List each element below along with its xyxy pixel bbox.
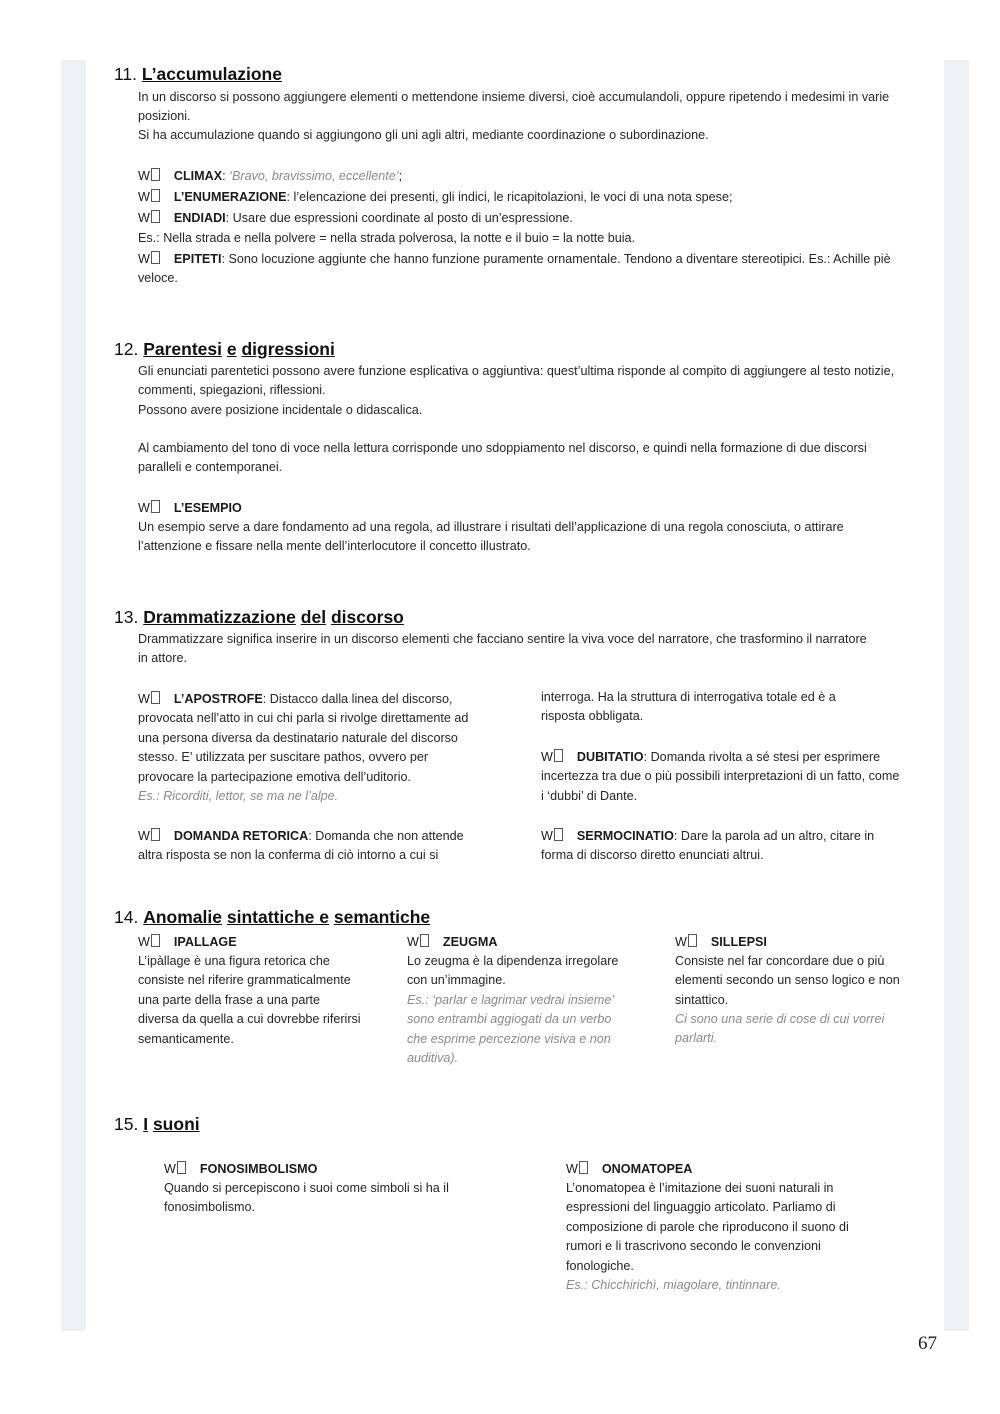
section-13-heading [114, 607, 404, 628]
section-title-part: Anomalie [143, 907, 222, 927]
section-number: 14. [114, 907, 139, 927]
page-number: 67 [918, 1333, 937, 1354]
term: ONOMATOPEA [601, 1162, 693, 1176]
definition: : Usare due espressioni coordinate al posto di un’espressione. [225, 211, 573, 225]
sillepsi-example: Ci sono una serie di cose di cui vorrei parlarti. [675, 1012, 885, 1046]
ipallage-heading [138, 933, 363, 952]
bullet-marker-icon: W [138, 211, 160, 225]
fonosimbolismo-text: Quando si percepiscono i suoi come simboli si ha il fonosimbolismo. [164, 1181, 449, 1215]
s12-paragraph-3: Al cambiamento del tono di voce nella lettura corrisponde uno sdoppiamento nel discorso, e quindi nella formazione di due discorsi paralleli e contemporanei. [138, 441, 867, 475]
definition: : Sono locuzione aggiunte che hanno funzione puramente ornamentale. Tendono a diventare stereotipici. Es.: Achille piè veloce. [138, 252, 891, 286]
s13-intro: Drammatizzare significa inserire in un discorso elementi che facciano sentire la viva voce del narratore, che trasformino il narratore in attore. [138, 632, 867, 666]
section-number: 12. [114, 339, 139, 359]
sillepsi-heading [675, 933, 900, 952]
section-title-part: Parentesi [143, 339, 222, 359]
bullet-marker-icon: W [138, 190, 160, 204]
term: EPITETI [173, 252, 222, 266]
bullet-marker-icon: W [675, 935, 697, 949]
definition: : l’elencazione dei presenti, gli indici, le ricapitolazioni, le voci di una nota spese; [286, 190, 733, 204]
bullet-marker-icon: W [566, 1162, 588, 1176]
definition: : Distacco dalla linea del discorso, provocata nell’atto in cui chi parla si rivolge direttamente ad una persona diversa da destinatario naturale del discorso stesso. E’ utilizzata per suscitare pathos, ovvero per provocare la partecipazione emotiva dell’uditorio. [138, 692, 469, 784]
ipallage-text: L’ipàllage è una figura retorica che consiste nel riferire grammaticalmente una parte della frase a una parte diversa da quella a cui dovrebbe riferirsi semanticamente. [138, 954, 361, 1046]
apostrofe-example: Es.: Ricorditi, lettor, se ma ne l’alpe. [138, 789, 339, 803]
section-title-part: semantiche [333, 907, 431, 927]
section-title-part: del [300, 607, 327, 627]
zeugma-text: Lo zeugma è la dipendenza irregolare con un’immagine. [407, 954, 619, 988]
term: L’APOSTROFE [173, 692, 263, 706]
section-title-part: suoni [152, 1114, 200, 1134]
endiadi-example: Es.: Nella strada e nella polvere = nella strada polverosa, la notte e il buio = la notte buia. [138, 231, 636, 245]
bullet-marker-icon: W [138, 692, 160, 706]
bullet-marker-icon: W [164, 1162, 186, 1176]
section-15-heading [114, 1114, 200, 1135]
term: IPALLAGE [173, 935, 237, 949]
definition: : Dare la parola ad un altro, citare in forma di discorso diretto enunciati altrui. [541, 829, 875, 863]
section-title-part: discorso [330, 607, 404, 627]
section-number: 15. [114, 1114, 139, 1134]
section-14-heading [114, 907, 430, 928]
section-number: 11. [114, 64, 138, 84]
list-item-epiteti [138, 250, 898, 289]
bullet-marker-icon: W [138, 252, 160, 266]
list-item-climax: W CLIMAX: ‘Bravo, bravissimo, eccellente’; [138, 169, 403, 183]
section-11-heading [114, 64, 282, 85]
section-12-heading [114, 339, 335, 360]
definition: : Domanda che non attende altra risposta se non la conferma di ciò intorno a cui si [138, 829, 464, 863]
list-item-endiadi [138, 209, 898, 228]
bullet-marker-icon: W [407, 935, 429, 949]
sillepsi-text: Consiste nel far concordare due o più elementi secondo un senso logico e non sintattico. [675, 954, 900, 1007]
term: FONOSIMBOLISMO [199, 1162, 318, 1176]
retorica-block [138, 827, 483, 866]
term: SERMOCINATIO [576, 829, 674, 843]
list-item-enumerazione [138, 188, 898, 207]
section-title: L’accumulazione [141, 64, 282, 84]
onomatopea-heading [566, 1160, 876, 1179]
esempio-text: Un esempio serve a dare fondamento ad una regola, ad illustrare i risultati dell’applicazione di una regola conosciuta, o attirare l’attenzione e fissare nella mente dell’interlocutore il concetto illustrato. [138, 520, 844, 554]
term: ZEUGMA [442, 935, 498, 949]
term: SILLEPSI [710, 935, 767, 949]
fonosimbolismo-heading [164, 1160, 484, 1179]
section-number: 13. [114, 607, 139, 627]
section-title-part: e [226, 339, 237, 359]
term: CLIMAX [173, 169, 223, 183]
bullet-marker-icon: W [138, 501, 160, 515]
onomatopea-example: Es.: Chicchirichì, miagolare, tintinnare. [566, 1278, 781, 1292]
term: L’ENUMERAZIONE [173, 190, 287, 204]
s11-intro-2: Si ha accumulazione quando si aggiungono gli uni agli altri, mediante coordinazione o subordinazione. [138, 128, 709, 142]
section-title-part: digressioni [241, 339, 335, 359]
s12-paragraph-2: Possono avere posizione incidentale o didascalica. [138, 403, 423, 417]
bullet-marker-icon: W [541, 750, 563, 764]
section-title-part: sintattiche e [226, 907, 329, 927]
s11-intro: In un discorso si possono aggiungere elementi o mettendone insieme diversi, cioè accumulandoli, oppure ripetendo i medesimi in varie posizioni. [138, 90, 890, 124]
onomatopea-text: L’onomatopea è l’imitazione dei suoni naturali in espressioni del linguaggio articolato. Parliamo di composizione di parole che riproducono il suono di rumori e li trascrivono secondo le convenzioni fonologiche. [566, 1181, 849, 1273]
term: L’ESEMPIO [173, 501, 242, 515]
term: ENDIADI [173, 211, 226, 225]
esempio-heading [138, 499, 898, 518]
definition: : Domanda rivolta a sé stesi per esprimere incertezza tra due o più possibili interpretazioni di un fatto, come i ‘dubbi’ di Dante. [541, 750, 900, 803]
bullet-marker-icon: W [138, 935, 160, 949]
apostrofe-block [138, 690, 483, 787]
zeugma-example: Es.: ‘parlar e lagrimar vedrai insieme’ sono entrambi aggiogati da un verbo che esprime percezione visiva e non auditiva). [407, 993, 614, 1066]
bullet-marker-icon: W [541, 829, 563, 843]
retorica-continuation: interroga. Ha la struttura di interrogativa totale ed è a risposta obbligata. [541, 690, 836, 724]
sermocinatio-block [541, 827, 901, 866]
term: DOMANDA RETORICA [173, 829, 309, 843]
section-title-part: I [143, 1114, 149, 1134]
zeugma-heading [407, 933, 632, 952]
s12-paragraph-1: Gli enunciati parentetici possono avere funzione esplicativa o aggiuntiva: quest’ultima risponde al compito di aggiungere al testo notizie, commenti, spiegazioni, riflessioni. [138, 364, 895, 398]
bullet-marker-icon: W [138, 169, 160, 183]
section-title-part: Drammatizzazione [143, 607, 296, 627]
dubitatio-block [541, 748, 901, 806]
example: ‘Bravo, bravissimo, eccellente’ [229, 169, 399, 183]
bullet-marker-icon: W [138, 829, 160, 843]
term: DUBITATIO [576, 750, 644, 764]
